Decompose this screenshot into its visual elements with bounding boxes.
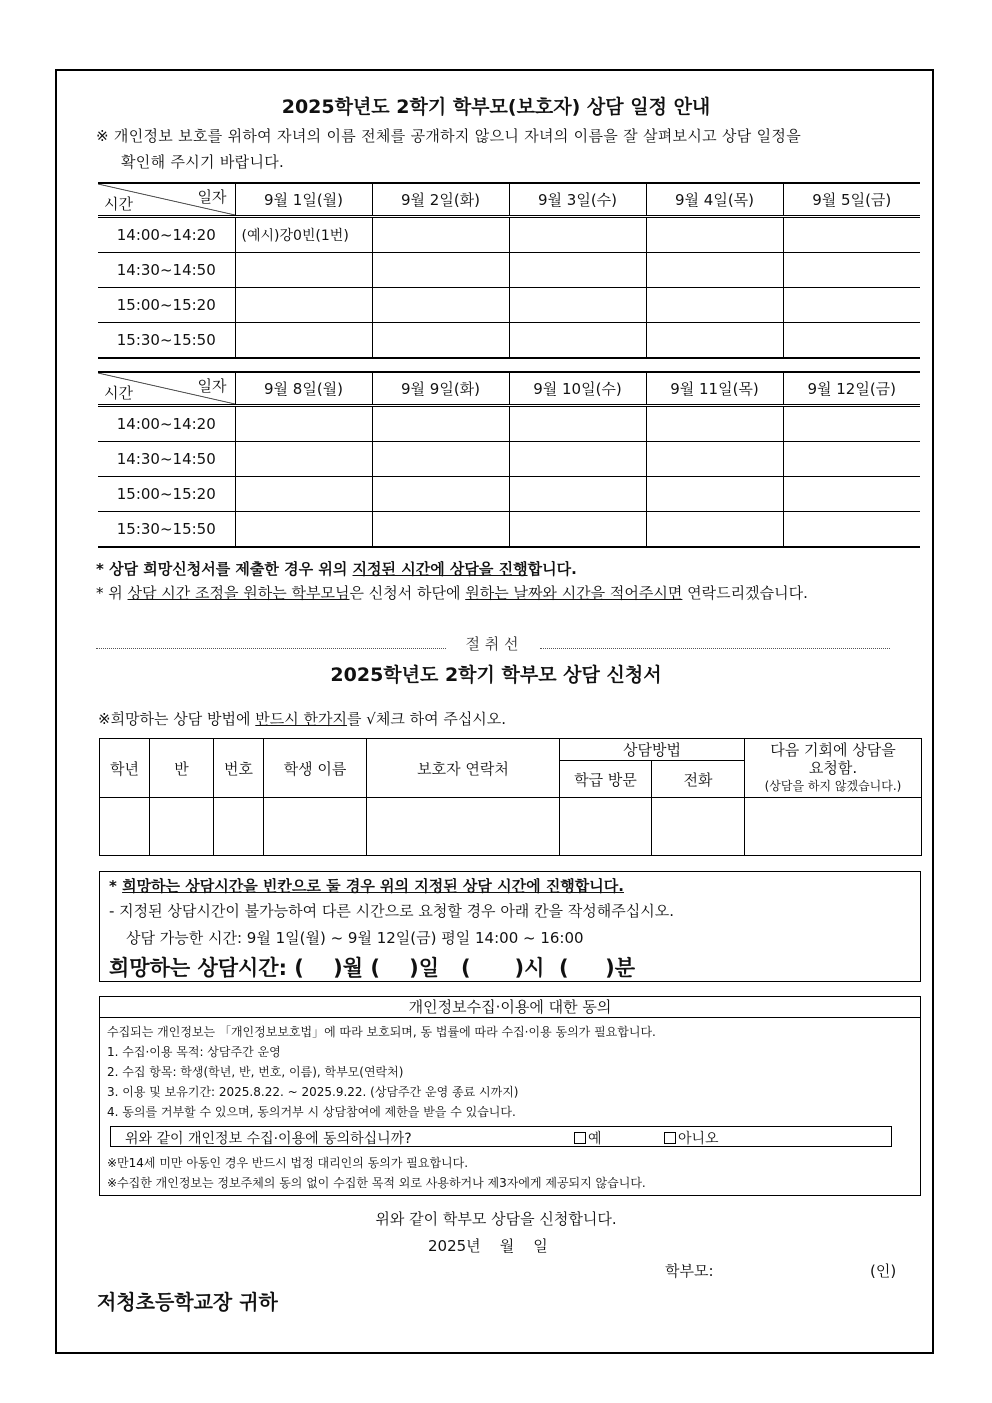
- col-contact: 보호자 연락처: [367, 739, 560, 798]
- time-note-bullet: *: [109, 877, 123, 895]
- consent-no[interactable]: [664, 1128, 719, 1148]
- note-1-b: 지정된 시간에 상담을 진행: [352, 560, 528, 578]
- consent-question-box: [110, 1126, 892, 1147]
- note-2-e: 연락드리겠습니다.: [682, 584, 808, 602]
- slot-cell: [646, 442, 783, 477]
- slot-cell: [646, 253, 783, 288]
- corner-date-label: 일자: [197, 377, 227, 395]
- slot-cell: [235, 512, 372, 548]
- note-2: [96, 582, 808, 603]
- col-next-time: [745, 739, 922, 798]
- col-visit: 학급 방문: [560, 761, 652, 798]
- slot-cell: [372, 442, 509, 477]
- note-2-d: 원하는 날짜와 시간을 적어주시면: [465, 584, 683, 602]
- cutline-right: [540, 648, 890, 649]
- closing-date[interactable]: 2025년 월 일: [428, 1237, 548, 1255]
- col-grade: 학년: [100, 739, 150, 798]
- slot-cell: [783, 406, 920, 442]
- cutline-left: [96, 648, 446, 649]
- slot-cell: [509, 406, 646, 442]
- slot-cell: [372, 217, 509, 253]
- slot-cell: [783, 442, 920, 477]
- time-slot: 14:30~14:50: [98, 253, 235, 288]
- slot-cell: [235, 323, 372, 359]
- time-slot: 14:00~14:20: [98, 217, 235, 253]
- consent-intro: 수집되는 개인정보는 「개인정보보호법」에 따라 보호되며, 동 법률에 따라 수집·이용 동의가 필요합니다.: [107, 1025, 656, 1039]
- slot-cell: [235, 442, 372, 477]
- consent-item: 4. 동의를 거부할 수 있으며, 동의거부 시 상담참여에 제한을 받을 수 있습니다.: [107, 1105, 516, 1119]
- consent-box: [99, 996, 921, 1196]
- visit-check-cell[interactable]: [560, 798, 652, 856]
- closing-statement: 위와 같이 학부모 상담을 신청합니다.: [375, 1210, 617, 1228]
- col-next-2: 요청함.: [808, 759, 858, 777]
- instr-c: 를 √체크 하여 주십시오.: [347, 710, 507, 728]
- addressee: 저청초등학교장 귀하: [97, 1290, 278, 1314]
- slot-cell: [783, 253, 920, 288]
- note-2-c: 은 신청서 하단에: [349, 584, 466, 602]
- privacy-notice: ※ 개인정보 보호를 위하여 자녀의 이름 전체를 공개하지 않으니 자녀의 이름을 잘 살펴보시고 상담 일정을: [96, 127, 802, 145]
- table-row: [98, 477, 920, 512]
- consent-footnote-1: ※만14세 미만 아동인 경우 반드시 법정 대리인의 동의가 필요합니다.: [107, 1156, 469, 1170]
- col-class: 반: [150, 739, 214, 798]
- note-1-a: * 상담 희망신청서를 제출한 경우 위의: [96, 560, 353, 578]
- time-slot: 15:00~15:20: [98, 288, 235, 323]
- slot-cell: [235, 253, 372, 288]
- slot-cell: [509, 217, 646, 253]
- slot-cell: [509, 442, 646, 477]
- table-row: [98, 406, 920, 442]
- consent-no-label: 아니오: [678, 1131, 719, 1147]
- time-note-text: 희망하는 상담시간을 빈칸으로 둘 경우 위의 지정된 상담 시간에 진행합니다.: [122, 877, 624, 895]
- slot-cell: [372, 477, 509, 512]
- cutline-label: 절 취 선: [465, 635, 519, 653]
- table-row: [98, 253, 920, 288]
- slot-cell: [372, 406, 509, 442]
- slot-cell: [783, 288, 920, 323]
- class-input-cell[interactable]: [150, 798, 214, 856]
- available-time: 상담 가능한 시간: 9월 1일(월) ~ 9월 12일(금) 평일 14:00 ~ 16:00: [126, 929, 584, 947]
- slot-cell: [646, 477, 783, 512]
- slot-cell: [235, 288, 372, 323]
- slot-cell: [509, 477, 646, 512]
- slot-cell: [509, 323, 646, 359]
- corner-date-label: 일자: [197, 188, 227, 206]
- table-row: [98, 288, 920, 323]
- time-note-2: - 지정된 상담시간이 불가능하여 다른 시간으로 요청할 경우 아래 칸을 작성해주십시오.: [109, 902, 675, 920]
- form-title: 2025학년도 2학기 학부모 상담 신청서: [330, 664, 662, 686]
- time-slot: 14:30~14:50: [98, 442, 235, 477]
- consent-question: 위와 같이 개인정보 수집·이용에 동의하십니까?: [125, 1131, 412, 1147]
- slot-cell: [783, 217, 920, 253]
- slot-cell: [646, 406, 783, 442]
- time-slot: 15:30~15:50: [98, 512, 235, 548]
- table-row: [98, 512, 920, 548]
- slot-cell: [646, 288, 783, 323]
- table-row: [100, 798, 922, 856]
- day-header: 9월 2일(화): [372, 183, 509, 217]
- note-2-b: 상담 시간 조정을 원하는 학부모님: [127, 584, 350, 602]
- day-header: 9월 10일(수): [509, 372, 646, 406]
- slot-cell: [372, 288, 509, 323]
- consent-yes[interactable]: [574, 1128, 602, 1148]
- slot-cell: [646, 512, 783, 548]
- corner-time-label: 시간: [104, 384, 133, 402]
- privacy-notice-cont: 확인해 주시기 바랍니다.: [121, 153, 285, 171]
- day-header: 9월 1일(월): [235, 183, 372, 217]
- number-input-cell[interactable]: [214, 798, 264, 856]
- slot-cell: [372, 253, 509, 288]
- day-header: 9월 9일(화): [372, 372, 509, 406]
- time-note-1: [109, 875, 624, 896]
- instr-b: 반드시 한가지: [255, 710, 348, 728]
- col-next-3: (상담을 하지 않겠습니다.): [764, 779, 902, 793]
- phone-check-cell[interactable]: [652, 798, 745, 856]
- col-phone: 전화: [652, 761, 745, 798]
- grade-input-cell[interactable]: [100, 798, 150, 856]
- slot-cell: [646, 217, 783, 253]
- slot-cell: [783, 477, 920, 512]
- slot-cell: [509, 288, 646, 323]
- consent-item: 3. 이용 및 보유기간: 2025.8.22. ~ 2025.9.22. (상담주간 운영 종료 시까지): [107, 1085, 519, 1099]
- time-slot: 14:00~14:20: [98, 406, 235, 442]
- time-slot: 15:30~15:50: [98, 323, 235, 359]
- col-number: 번호: [214, 739, 264, 798]
- desired-time-box: [99, 871, 921, 982]
- seal-label: (인): [870, 1262, 897, 1280]
- col-method: 상담방법: [560, 739, 745, 761]
- corner-time-label: 시간: [104, 195, 133, 213]
- checkbox-icon: [574, 1132, 586, 1144]
- table-row: [98, 323, 920, 359]
- slot-cell: [372, 512, 509, 548]
- day-header: 9월 5일(금): [783, 183, 920, 217]
- note-1-c: 합니다.: [527, 560, 577, 578]
- parent-label: 학부모:: [665, 1262, 714, 1280]
- slot-cell: [235, 406, 372, 442]
- schedule-corner: [98, 183, 235, 217]
- slot-cell: [646, 323, 783, 359]
- table-row: [98, 217, 920, 253]
- col-next-1: 다음 기회에 상담을: [770, 741, 896, 759]
- col-student-name: 학생 이름: [264, 739, 367, 798]
- time-slot: 15:00~15:20: [98, 477, 235, 512]
- schedule-table-week2: [98, 371, 920, 548]
- note-2-a: * 위: [96, 584, 128, 602]
- slot-cell: [783, 512, 920, 548]
- consent-yes-label: 예: [588, 1131, 602, 1147]
- consent-footnote-2: ※수집한 개인정보는 정보주체의 동의 없이 수집한 목적 외로 사용하거나 제3자에게 제공되지 않습니다.: [107, 1176, 646, 1190]
- day-header: 9월 3일(수): [509, 183, 646, 217]
- day-header: 9월 8일(월): [235, 372, 372, 406]
- example-entry: (예시)강0빈(1번): [235, 217, 372, 253]
- slot-cell: [783, 323, 920, 359]
- application-table: [99, 738, 922, 856]
- slot-cell: [372, 323, 509, 359]
- slot-cell: [509, 253, 646, 288]
- consent-item: 1. 수집·이용 목적: 상담주간 운영: [107, 1045, 281, 1059]
- note-1: [96, 558, 577, 579]
- schedule-table-week1: [98, 182, 920, 359]
- instr-a: ※희망하는 상담 방법에: [98, 710, 256, 728]
- checkbox-icon: [664, 1132, 676, 1144]
- table-row: [98, 442, 920, 477]
- slot-cell: [509, 512, 646, 548]
- day-header: 9월 12일(금): [783, 372, 920, 406]
- form-instruction: [98, 708, 506, 729]
- schedule-corner: [98, 372, 235, 406]
- consent-item: 2. 수집 항목: 학생(학년, 반, 번호, 이름), 학부모(연락처): [107, 1065, 404, 1079]
- name-input-cell[interactable]: [264, 798, 367, 856]
- day-header: 9월 4일(목): [646, 183, 783, 217]
- day-header: 9월 11일(목): [646, 372, 783, 406]
- slot-cell: [235, 477, 372, 512]
- page-title: 2025학년도 2학기 학부모(보호자) 상담 일정 안내: [281, 96, 711, 118]
- desired-time-input[interactable]: 희망하는 상담시간: ( )월 ( )일 ( )시 ( )분: [109, 956, 636, 980]
- next-time-check-cell[interactable]: [745, 798, 922, 856]
- consent-title: 개인정보수집·이용에 대한 동의: [100, 997, 920, 1018]
- contact-input-cell[interactable]: [367, 798, 560, 856]
